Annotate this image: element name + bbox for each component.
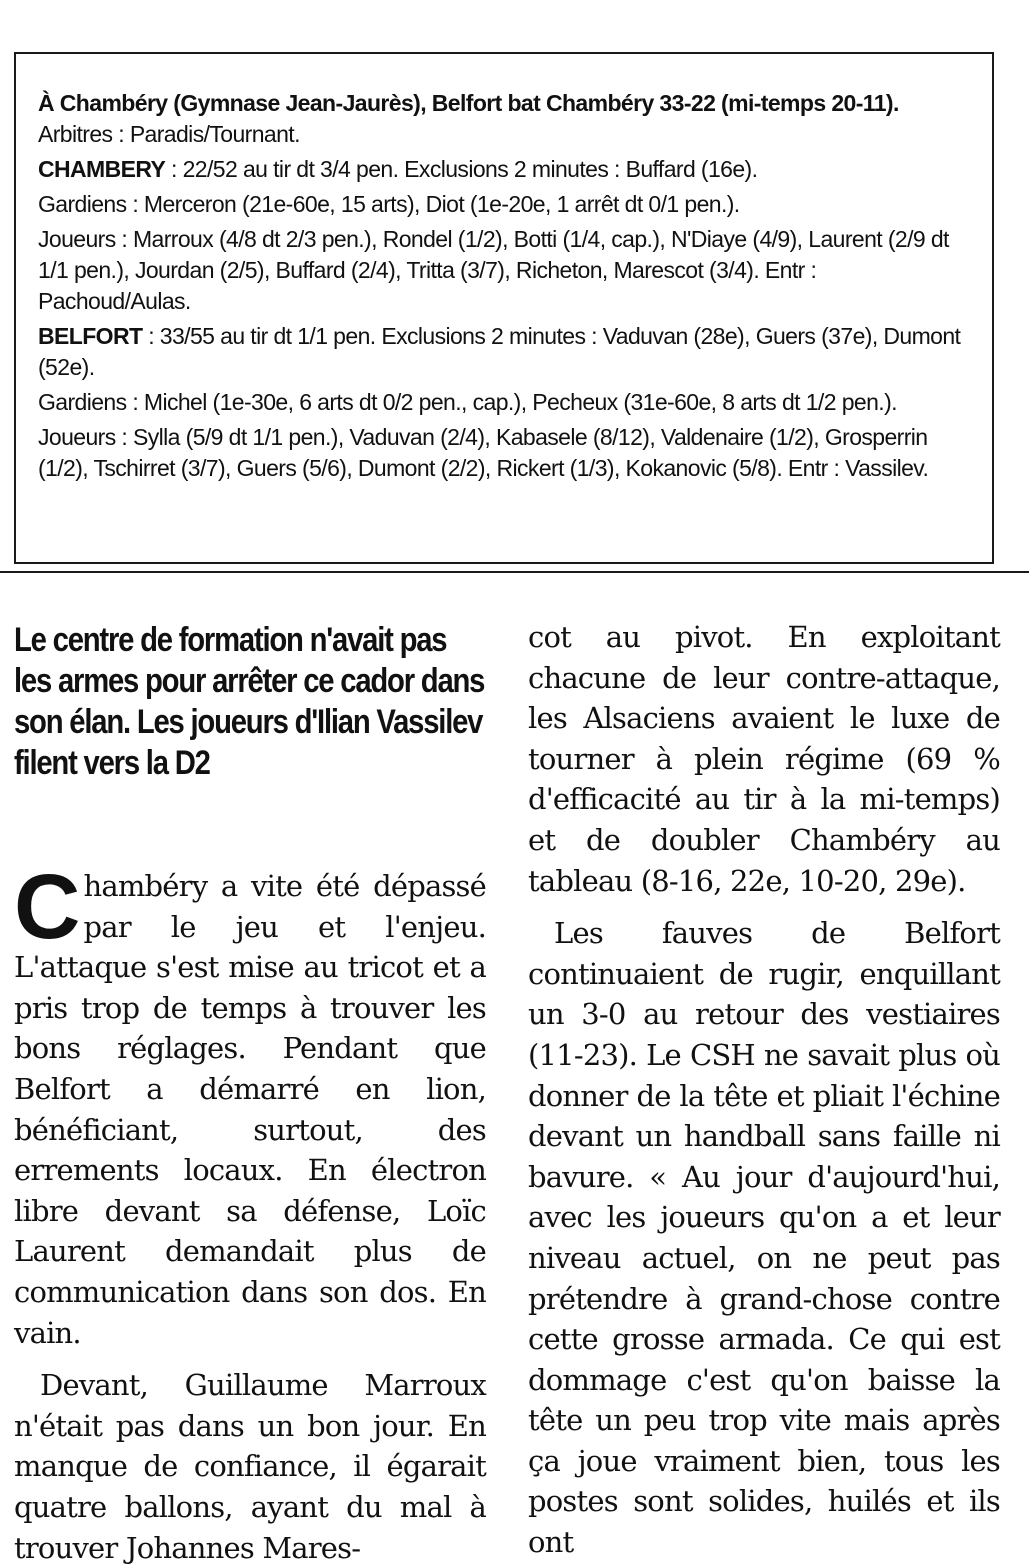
article-chapo: Le centre de formation n'avait pas les armes pour arrêter ce cador dans son élan. Les joueurs d'Ilian Vassilev filent vers la D2 [14, 621, 485, 782]
paragraph-1-text: hambéry a vite été dépassé par le jeu et l'enjeu. L'attaque s'est mise au tricot et a pris trop de temps à trouver les bons réglages. Pendant que Belfort a démarré en lion, bénéficiant, surtout, des errements locaux. En électron libre devant sa défense, Loïc Laurent demandait plus de communication dans son dos. En vain. [14, 869, 486, 1350]
belfort-stats-text: : 33/55 au tir dt 1/1 pen. Exclusions 2 minutes : Vaduvan (28e), Guers (37e), Dumont (52e). [38, 323, 961, 380]
belfort-stats [38, 321, 970, 383]
chambery-keepers: Gardiens : Merceron (21e-60e, 15 arts), Diot (1e-20e, 1 arrêt dt 0/1 pen.). [38, 191, 740, 217]
paragraph-1 [14, 856, 486, 1353]
paragraph-2-continued: cot au pivot. En exploitant chacune de leur contre-attaque, les Alsaciens avaient le luxe de tourner à plein régime (69 % d'efficacité au tir à la mi-temps) et de doubler Chambéry au tableau (8-16, 22e, 10-20, 29e). [528, 620, 1000, 898]
match-line: À Chambéry (Gymnase Jean-Jaurès), Belfort bat Chambéry 33-22 (mi-temps 20-11). [38, 90, 899, 116]
referees: Arbitres : Paradis/Tournant. [38, 121, 300, 147]
article-column-right [528, 617, 1000, 1563]
belfort-team: BELFORT [38, 323, 143, 349]
match-summary [38, 88, 970, 150]
paragraph-3: Les fauves de Belfort continuaient de rugir, enquillant un 3-0 au retour des vestiaires (11-23). Le CSH ne savait plus où donner de la tête et pliait l'échine devant un handball sans faille ni bavure. « Au jour d'aujourd'hui, avec les joueurs qu'on a et leur niveau actuel, on ne peut pas prétendre à grand-chose contre cette grosse armada. Ce qui est dommage c'est qu'on baisse la tête un peu trop vite mais après ça joue vraiment bien, tous les postes sont solides, huilés et ils ont [528, 916, 1000, 1560]
drop-cap: C [14, 856, 78, 958]
belfort-keepers: Gardiens : Michel (1e-30e, 6 arts dt 0/2 pen., cap.), Pecheux (31e-60e, 8 arts dt 1/2 pen.). [38, 389, 897, 415]
chambery-stats [38, 154, 970, 185]
chambery-stats-text: : 22/52 au tir dt 3/4 pen. Exclusions 2 minutes : Buffard (16e). [165, 156, 758, 182]
section-divider [0, 571, 1029, 573]
belfort-players: Joueurs : Sylla (5/9 dt 1/1 pen.), Vaduvan (2/4), Kabasele (8/12), Valdenaire (1/2), Grosperrin (1/2), Tschirret (3/7), Guers (5/6), Dumont (2/2), Rickert (1/3), Kokanovic (5/8). Entr : Vassilev. [38, 424, 929, 481]
match-stats-box [14, 52, 994, 564]
chambery-players: Joueurs : Marroux (4/8 dt 2/3 pen.), Rondel (1/2), Botti (1/4, cap.), N'Diaye (4/9), Laurent (2/9 dt 1/1 pen.), Jourdan (2/5), Buffard (2/4), Tritta (3/7), Richeton, Marescot (3/4). Entr : Pachoud/Aulas. [38, 226, 949, 314]
article-column-left [14, 856, 486, 1568]
chambery-team: CHAMBERY [38, 156, 166, 182]
paragraph-2: Devant, Guillaume Marroux n'était pas dans un bon jour. En manque de confiance, il égarait quatre ballons, ayant du mal à trouver Johannes Mares- [14, 1368, 486, 1565]
